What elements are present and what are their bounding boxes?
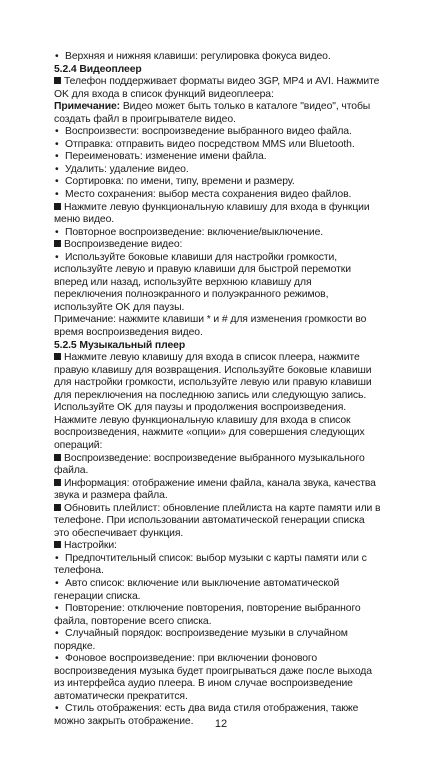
text-line: правую клавишу для возвращения. Используйте боковые клавиши <box>54 364 372 376</box>
section-heading: 5.2.4 Видеоплеер <box>54 63 142 75</box>
text-line: OK для входа в список функций видеоплеера: <box>54 88 274 100</box>
text-line: телефоне. При использовании автоматической генерации списка <box>54 515 365 527</box>
text-line: создать файл в проигрывателе видео. <box>54 113 236 125</box>
text-line: Используйте OK для паузы и продолжения воспроизведения. <box>54 402 347 414</box>
bullet-text: Случайный порядок: воспроизведение музыки в случайном <box>65 628 348 640</box>
note-line <box>54 101 399 114</box>
square-item <box>54 352 399 365</box>
bullet-dot-icon: • <box>55 577 59 589</box>
text-line: вперед или назад, используйте верхнюю клавишу для <box>54 276 312 288</box>
bullet-text: Сортировка: по имени, типу, времени и размеру. <box>65 176 295 188</box>
text-line: файла, повторение всего списка. <box>54 615 212 627</box>
bullet-text: Отправка: отправить видео посредством MMS или Bluetooth. <box>65 138 355 150</box>
text-line: телефона. <box>54 565 104 577</box>
bullet-item <box>54 126 399 139</box>
square-item <box>54 503 399 516</box>
text-line: генерации списка. <box>54 590 141 602</box>
bullet-text: Стиль отображения: есть два вида стиля отображения, также <box>65 703 359 715</box>
text-line: используйте OK для паузы. <box>54 301 185 313</box>
bullet-dot-icon: • <box>55 653 59 665</box>
text-line: переключения полноэкранного и полуэкранного режимов, <box>54 289 329 301</box>
bullet-dot-icon: • <box>55 126 59 138</box>
square-item-text: Настройки: <box>64 540 117 552</box>
bullet-dot-icon: • <box>55 189 59 201</box>
page-number: 12 <box>214 718 228 730</box>
square-bullet-icon <box>54 240 61 247</box>
square-item-text: Нажмите левую клавишу для входа в список плеера, нажмите <box>64 352 360 364</box>
bullet-item <box>54 703 399 716</box>
bullet-item <box>54 628 399 641</box>
bullet-text: Переименовать: изменение имени файла. <box>65 151 267 163</box>
text-line: порядке. <box>54 640 96 652</box>
square-item-text: Телефон поддерживает форматы видео 3GP, MP4 и AVI. Нажмите <box>64 76 380 88</box>
bullet-text: Место сохранения: выбор места сохранения видео файлов. <box>65 189 352 201</box>
text-line: для переключения на последнюю запись или следующую запись. <box>54 389 367 401</box>
bullet-text: Верхняя и нижняя клавиши: регулировка фокуса видео. <box>65 51 331 62</box>
note-text: Видео может быть только в каталоге "видео", чтобы <box>120 101 371 113</box>
square-bullet-icon <box>54 77 61 84</box>
square-bullet-icon <box>54 353 61 360</box>
text-line: используйте левую и правую клавиши для быстрой перемотки <box>54 264 351 276</box>
bullet-item <box>54 176 399 189</box>
bullet-dot-icon: • <box>55 603 59 615</box>
bullet-text: Предпочтительный список: выбор музыки с карты памяти или с <box>65 552 367 564</box>
square-item <box>54 540 399 553</box>
bullet-text: Повторение: отключение повторения, повторение выбранного <box>65 603 361 615</box>
text-line: Примечание: нажмите клавиши * и # для изменения громкости во <box>54 314 367 326</box>
square-item <box>54 453 399 466</box>
square-item-text: Воспроизведение видео: <box>64 239 183 251</box>
text-line: из интерфейса аудио плеера. В ином случае воспроизведение <box>54 678 353 690</box>
bullet-item <box>54 139 399 152</box>
square-item-text: Информация: отображение имени файла, канала звука, качества <box>64 477 376 489</box>
bullet-item <box>54 578 399 591</box>
bullet-text: Фоновое воспроизведение: при включении фонового <box>65 653 318 665</box>
bullet-item <box>54 653 399 666</box>
manual-page-body <box>54 51 399 729</box>
bullet-dot-icon: • <box>55 51 59 62</box>
bullet-item <box>54 51 399 64</box>
bullet-item <box>54 164 399 177</box>
bullet-item <box>54 151 399 164</box>
square-bullet-icon <box>54 454 61 461</box>
text-line: звука и размера файла. <box>54 490 168 502</box>
square-bullet-icon <box>54 479 61 486</box>
section-heading: 5.2.5 Музыкальный плеер <box>54 339 186 351</box>
text-line: воспроизведения, нажмите «опции» для совершения следующих <box>54 427 365 439</box>
bullet-item <box>54 252 399 265</box>
bullet-text: Удалить: удаление видео. <box>65 163 189 175</box>
bullet-dot-icon: • <box>55 138 59 150</box>
bullet-dot-icon: • <box>55 163 59 175</box>
text-line: автоматически прекратится. <box>54 690 188 702</box>
text-line: время воспроизведения видео. <box>54 327 203 339</box>
bullet-dot-icon: • <box>55 226 59 238</box>
bullet-text: Повторное воспроизведение: включение/выключение. <box>65 226 324 238</box>
note-label: Примечание: <box>54 101 121 113</box>
square-bullet-icon <box>54 541 61 548</box>
bullet-item <box>54 189 399 202</box>
text-line: для настройки громкости, используйте левую или правую клавиши <box>54 377 372 389</box>
text-line: файла. <box>54 465 89 477</box>
text-line: можно закрыть отображение. <box>54 715 194 727</box>
bullet-dot-icon: • <box>55 176 59 188</box>
bullet-dot-icon: • <box>55 251 59 263</box>
bullet-dot-icon: • <box>55 628 59 640</box>
square-item <box>54 76 399 89</box>
square-item <box>54 478 399 491</box>
text-line: меню видео. <box>54 214 115 226</box>
bullet-text: Воспроизвести: воспроизведение выбранного видео файла. <box>65 126 352 138</box>
bullet-dot-icon: • <box>55 703 59 715</box>
square-item-text: Воспроизведение: воспроизведение выбранного музыкального <box>64 452 365 464</box>
text-line: это обеспечивает функция. <box>54 527 184 539</box>
square-item-text: Обновить плейлист: обновление плейлиста на карте памяти или в <box>64 502 381 514</box>
square-bullet-icon <box>54 203 61 210</box>
bullet-dot-icon: • <box>55 151 59 163</box>
square-bullet-icon <box>54 504 61 511</box>
square-item <box>54 239 399 252</box>
bullet-text: Используйте боковые клавиши для настройки громкости, <box>65 251 338 263</box>
bullet-item <box>54 603 399 616</box>
text-line: операций: <box>54 439 103 451</box>
bullet-dot-icon: • <box>55 552 59 564</box>
text-line: воспроизведения музыка будет проигрываться даже после выхода <box>54 665 372 677</box>
bullet-item <box>54 553 399 566</box>
text-line: Нажмите левую функциональную клавишу для входа в список <box>54 414 351 426</box>
bullet-item <box>54 227 399 240</box>
square-item-text: Нажмите левую функциональную клавишу для входа в функции <box>64 201 370 213</box>
bullet-text: Авто список: включение или выключение автоматической <box>65 577 340 589</box>
square-item <box>54 202 399 215</box>
